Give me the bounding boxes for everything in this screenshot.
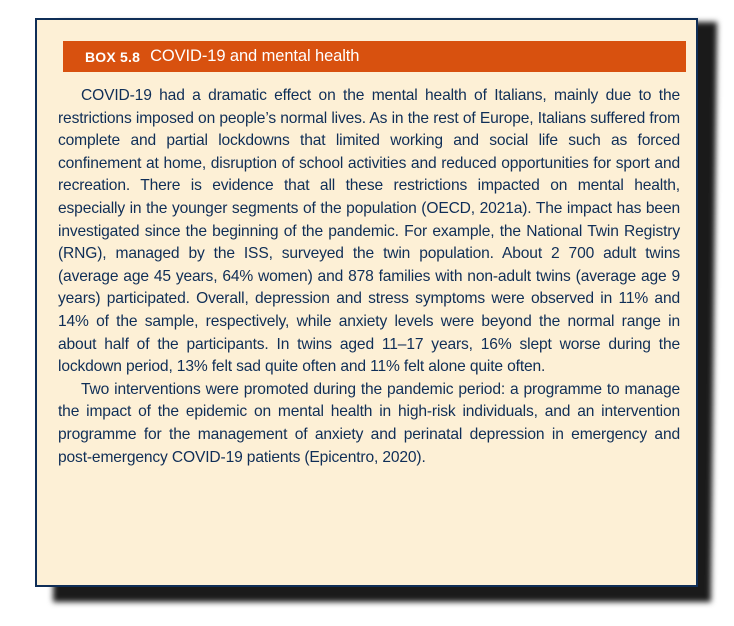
box-label: BOX 5.8	[85, 48, 141, 65]
box-title: COVID-19 and mental health	[150, 47, 360, 65]
paragraph-2: Two interventions were promoted during the pandemic period: a programme to manage the impact of the epidemic on mental health in high-risk individuals, and an intervention programme for the management of anxiety and perinatal depression in emergency and post-emergency COVID-19 patients (Epicentro, 2020).	[58, 380, 680, 466]
box-header	[63, 41, 686, 72]
text-box	[35, 18, 698, 587]
box-body	[58, 85, 680, 469]
paragraph-1: COVID-19 had a dramatic effect on the mental health of Italians, mainly due to the restrictions imposed on people’s normal lives. As in the rest of Europe, Italians suffered from complete and partial lockdowns that limited working and social life such as forced confinement at home, disruption of school activities and reduced opportunities for sport and recreation. There is evidence that all these restrictions impacted on mental health, especially in the younger segments of the population (OECD, 2021a). The impact has been investigated since the beginning of the pandemic. For example, the National Twin Registry (RNG), managed by the ISS, surveyed the twin population. About 2 700 adult twins (average age 45 years, 64% women) and 878 families with non-adult twins (average age 9 years) participated. Overall, depression and stress symptoms were observed in 11% and 14% of the sample, respectively, while anxiety levels were beyond the normal range in about half of the participants. In twins aged 11–17 years, 16% slept worse during the lockdown period, 13% felt sad quite often and 11% felt alone quite often.	[58, 87, 680, 376]
